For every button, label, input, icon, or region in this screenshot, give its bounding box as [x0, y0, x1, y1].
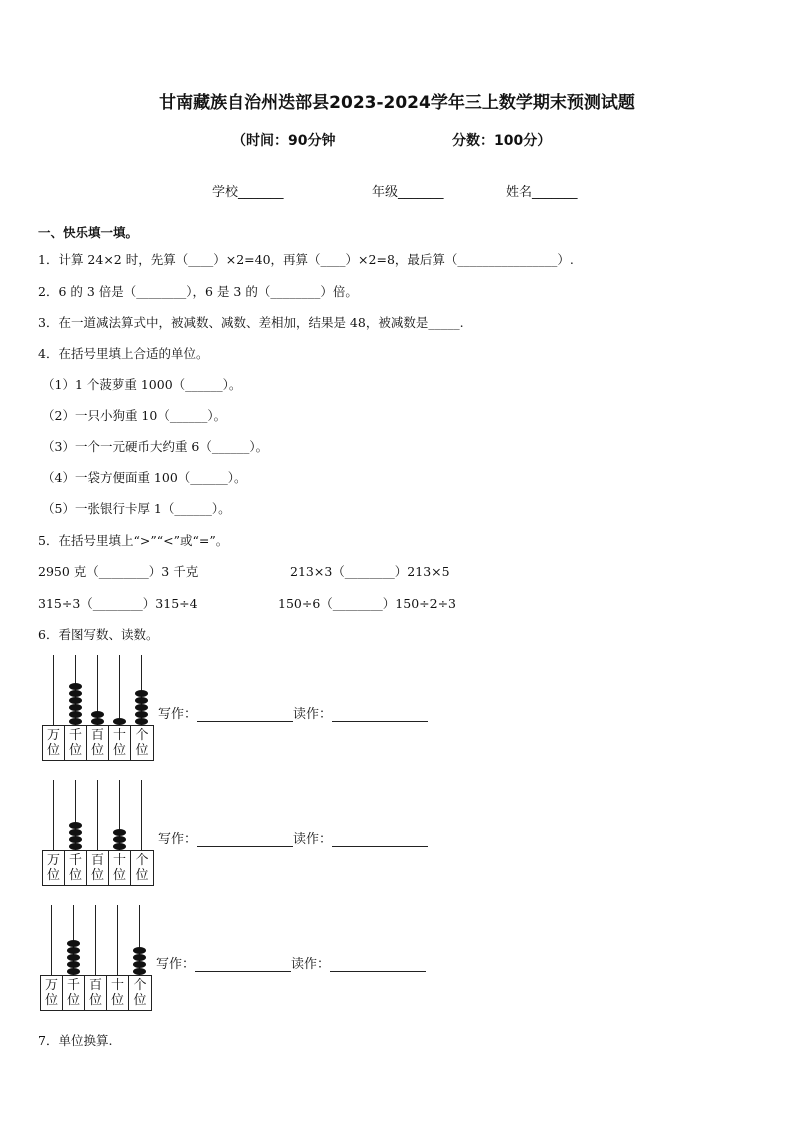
question-6: 6．看图写数、读数。 — [38, 627, 159, 642]
place-label: 万 位 — [43, 851, 65, 885]
question-7: 7．单位换算. — [38, 1033, 113, 1048]
abacus-bead — [69, 711, 82, 718]
write-blank[interactable] — [197, 832, 293, 847]
place-value-labels — [42, 850, 154, 886]
abacus-figure — [42, 780, 462, 890]
read-blank[interactable] — [332, 832, 428, 847]
abacus-bead — [69, 836, 82, 843]
question-5-a: 2950 克（________）3 千克 — [38, 564, 199, 579]
abacus-rod — [119, 655, 120, 725]
place-label: 个 位 — [135, 853, 149, 883]
write-read-line — [158, 828, 428, 847]
question-4-item: （5）一张银行卡厚 1（______）。 — [42, 501, 231, 516]
abacus-figure — [42, 655, 462, 765]
place-label: 百 位 — [87, 726, 109, 760]
abacus-bead — [69, 683, 82, 690]
abacus-bead — [69, 822, 82, 829]
read-label: 读作： — [293, 832, 333, 847]
abacus-bead — [69, 697, 82, 704]
abacus-bead — [67, 940, 80, 947]
place-label: 千 位 — [63, 976, 85, 1010]
abacus-bead — [69, 690, 82, 697]
abacus-bead — [69, 829, 82, 836]
place-value-labels — [42, 725, 154, 761]
write-blank[interactable] — [195, 957, 291, 972]
question-5-b: 213×3（________）213×5 — [290, 564, 450, 579]
abacus-rod — [51, 905, 52, 975]
page-title: 甘南藏族自治州迭部县2023-2024学年三上数学期末预测试题 — [159, 93, 635, 113]
place-label: 个 位 — [133, 978, 147, 1008]
read-label: 读作： — [291, 957, 331, 972]
abacus-bead — [133, 954, 146, 961]
abacus-rod — [95, 905, 96, 975]
write-label: 写作： — [158, 707, 198, 722]
write-read-line — [158, 703, 428, 722]
question-4: 4．在括号里填上合适的单位。 — [38, 346, 209, 361]
time-limit: （时间：90分钟 — [232, 133, 336, 149]
abacus-bead — [133, 968, 146, 975]
question-4-item: （4）一袋方便面重 100（______）。 — [42, 470, 247, 485]
abacus-bead — [69, 704, 82, 711]
question-2: 2．6 的 3 倍是（________），6 是 3 的（________）倍。 — [38, 284, 358, 299]
question-4-item: （3）一个一元硬币大约重 6（______）。 — [42, 439, 269, 454]
place-label: 十 位 — [109, 851, 131, 885]
write-blank[interactable] — [197, 707, 293, 722]
place-label: 个 位 — [135, 728, 149, 758]
question-5-c: 315÷3（________）315÷4 — [38, 596, 198, 611]
read-blank[interactable] — [332, 707, 428, 722]
abacus-rod — [97, 780, 98, 850]
place-label: 万 位 — [41, 976, 63, 1010]
question-3: 3．在一道减法算式中，被减数、减数、差相加，结果是 48，被减数是_____. — [38, 315, 464, 330]
abacus-rod — [53, 655, 54, 725]
abacus-bead — [133, 947, 146, 954]
abacus-figure — [40, 905, 460, 1015]
abacus-rod — [53, 780, 54, 850]
read-label: 读作： — [293, 707, 333, 722]
abacus-bead — [69, 718, 82, 725]
place-label: 十 位 — [109, 726, 131, 760]
total-score: 分数：100分） — [452, 133, 552, 149]
abacus-bead — [91, 718, 104, 725]
write-label: 写作： — [156, 957, 196, 972]
abacus-bead — [67, 947, 80, 954]
name-field: 姓名_______ — [506, 185, 578, 200]
abacus-rod — [117, 905, 118, 975]
abacus-bead — [67, 968, 80, 975]
abacus-bead — [135, 718, 148, 725]
abacus-bead — [113, 829, 126, 836]
place-label: 百 位 — [85, 976, 107, 1010]
place-label: 千 位 — [65, 726, 87, 760]
write-read-line — [156, 953, 426, 972]
place-label: 万 位 — [43, 726, 65, 760]
place-label: 百 位 — [87, 851, 109, 885]
abacus-bead — [69, 843, 82, 850]
abacus-rod — [141, 780, 142, 850]
school-field: 学校_______ — [212, 185, 284, 200]
abacus-bead — [135, 690, 148, 697]
abacus-bead — [113, 718, 126, 725]
place-value-labels — [40, 975, 152, 1011]
question-4-item: （2）一只小狗重 10（______）。 — [42, 408, 227, 423]
write-label: 写作： — [158, 832, 198, 847]
abacus-bead — [113, 836, 126, 843]
place-label: 十 位 — [107, 976, 129, 1010]
abacus-bead — [91, 711, 104, 718]
read-blank[interactable] — [330, 957, 426, 972]
abacus-bead — [135, 704, 148, 711]
grade-field: 年级_______ — [372, 185, 444, 200]
abacus-bead — [67, 954, 80, 961]
abacus-bead — [133, 961, 146, 968]
question-5-d: 150÷6（________）150÷2÷3 — [278, 596, 456, 611]
abacus-bead — [135, 697, 148, 704]
question-4-item: （1）1 个菠萝重 1000（______）。 — [42, 377, 242, 392]
question-5: 5．在括号里填上“>”“<”或“=”。 — [38, 533, 229, 548]
abacus-bead — [135, 711, 148, 718]
abacus-bead — [113, 843, 126, 850]
question-1: 1．计算 24×2 时，先算（____）×2=40，再算（____）×2=8，最后算（________________）. — [38, 252, 574, 267]
section-heading: 一、快乐填一填。 — [38, 225, 139, 240]
abacus-bead — [67, 961, 80, 968]
place-label: 千 位 — [65, 851, 87, 885]
